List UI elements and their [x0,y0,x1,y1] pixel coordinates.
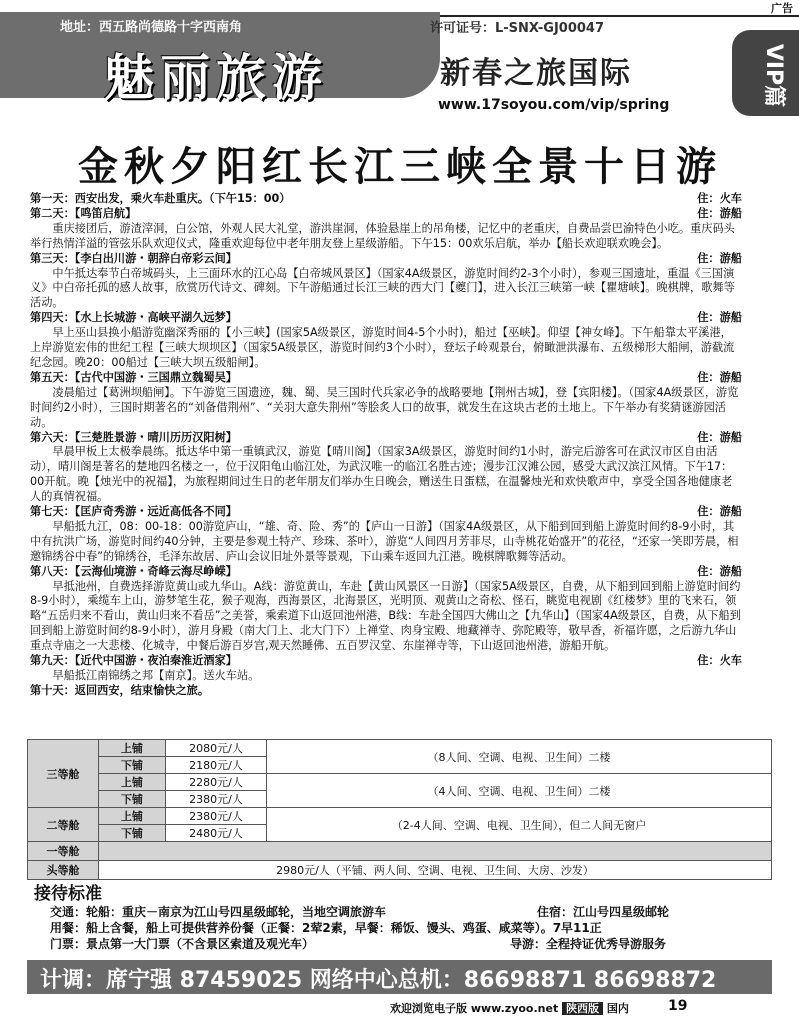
day-description: 早晨甲板上太极拳晨练。抵达华中第一重镇武汉，游览【晴川阁】（国家3A级景区，游览时间约1小时，游完后游客可在武汉市区自由活动），晴川阁是著名的楚地四名楼之一，位于汉阳龟山临江处，为武汉唯一的临江名胜古迹；漫步江汉滩公园，感受大武汉滨江风情。下午17：00开航。晚【烛光中的祝福】，为旅程期间过生日的老年朋友们举办生日晚会，赠送生日蛋糕，在温馨烛光和欢快歌声中，享受全国各地健康老人的真情祝福。 [30,445,733,504]
transport-line: 交通：轮船：重庆－南京为江山号四星级邮轮，当地空调旅游车 [50,905,387,919]
day-10 [30,684,742,699]
ad-tag: 广告 [771,2,793,15]
day-heading: 第三天：【李白出川游・朝辞白帝彩云间】 [30,251,237,265]
standards-heading: 接待标准 [34,884,102,904]
table-row [28,740,772,757]
day-accommodation: 住：火车 [697,654,742,668]
berth-upper: 上铺 [99,740,166,757]
slogan: 新春之旅国际 [440,56,632,91]
brand-logo-text: 魅丽旅游 [104,49,328,107]
day-heading: 第六天：【三楚胜景游・晴川历历汉阳树】 [30,430,237,444]
edition-badge: 陕西版 [562,1002,603,1015]
berth-lower: 下铺 [99,757,166,774]
price: 2380元/人 [166,791,267,808]
day-3 [30,252,742,312]
day-description: 早抵池州，自费选择游览黄山或九华山。A线：游览黄山，车赴【黄山风景区一日游】（国家5A级景区，自费，从下船到回到船上游览时间约8-9小时），乘缆车上山，游梦笔生花，猴子观海，西海景区，北海景区，光明顶、观黄山之奇松、怪石，眺览电视剧《红楼梦》里的飞来石，领略“五岳归来不看山，黄山归来不看岳”之美誉，乘索道下山返回池州港，B线：车赴全国四大佛山之【九华山】（国家4A级景区，自费，从下船到回到船上游览时间约8-9小时），游月身殿（南大门上、北大门下）上禅堂、肉身宝殿、地藏禅寺、弥陀殿等，敬早香，祈福许愿，之后游九华山重点寺庙之一大悲楼、化城寺，中餐后游百岁宫,观天然睡佛、五百罗汉堂、东崖禅寺等，下山返回池州港，游船开航。 [30,579,741,653]
day-heading: 第一天：西安出发，乘火车赴重庆。（下午15：00） [30,192,291,205]
day-2 [30,207,742,252]
price: 2180元/人 [166,757,267,774]
page-title: 金秋夕阳红长江三峡全景十日游 [78,143,722,190]
price: 2280元/人 [166,774,267,791]
meals-line: 用餐：船上含餐，船上可提供营养份餐（正餐：2荤2素，早餐：稀饭、馒头、鸡蛋、咸菜等）。7早11正 [50,921,602,935]
berth-lower: 下铺 [99,791,166,808]
tickets-line: 门票：景点第一大门票（不含景区索道及观光车） [50,937,315,951]
table-row [28,808,772,825]
day-heading: 第五天：【古代中国游・三国鼎立魏蜀吴】 [30,370,237,384]
vip-tab-label: VIP篇 [761,43,787,108]
itinerary [30,192,742,699]
class-second: 二等舱 [28,808,99,842]
day-8 [30,565,742,654]
price: 2380元/人 [166,808,267,825]
class-top: 头等舱 [28,861,99,880]
berth-upper: 上铺 [99,808,166,825]
day-accommodation: 住：游船 [697,206,742,220]
license-number: 许可证号：L-SNX-GJ00047 [430,21,605,36]
page-number: 19 [668,998,688,1014]
day-description: 凌晨船过【葛洲坝船闸】。下午游览三国遗迹，魏、蜀、吴三国时代兵家必争的战略要地【荆州古城】，登【宾阳楼】。（国家4A级景区，游览时间约2小时），三国时期著名的“刘备借荆州”、“关羽大意失荆州”等脍炙人口的故事，就发生在这块古老的土地上。下午举办有奖猜谜游园活动。 [30,385,739,429]
day-heading: 第十天：返回西安，结束愉快之旅。 [30,683,210,697]
lodging-line: 住宿：江山号四星级邮轮 [537,905,670,919]
day-accommodation: 住：火车 [697,192,742,205]
day-heading: 第二天：【鸣笛启航】 [30,206,137,220]
day-heading: 第八天：【云海仙境游・奇峰云海尽峥嵘】 [30,564,237,578]
day-description: 早船抵江南锦绣之邦【南京】。送火车站。 [52,669,260,682]
day-accommodation: 住：游船 [697,564,742,578]
room-note: （4人间、空调、电视、卫生间）二楼 [267,774,772,808]
berth-lower: 下铺 [99,825,166,842]
agency-address: 地址：西五路尚德路十字西南角 [60,20,243,35]
price-table [27,739,772,880]
day-heading: 第九天：【近代中国游・夜泊秦淮近酒家】 [30,654,237,668]
day-7 [30,505,742,565]
day-accommodation: 住：游船 [697,370,742,384]
day-heading: 第七天：【匡庐奇秀游・远近高低各不同】 [30,505,237,519]
table-row [28,774,772,791]
day-description: 早上巫山县换小船游览幽深秀丽的【小三峡】(国家5A级景区，游览时间4-5个小时)，船过【巫峡】。仰望【神女峰】。下午船靠太平溪港，上岸游览宏伟的世纪工程【三峡大坝坝区】（国家5A级景区，游览时间约3个小时），登坛子岭观景台，俯瞰泄洪瀑布、五级梯形大船闸，游截流纪念园。晚20：00船过【三峡大坝五级船闸】。 [30,326,735,369]
empty-cell [99,842,772,861]
room-note: （2-4人间、空调、电视、卫生间），但二人间无窗户 [267,808,772,842]
table-row [28,842,772,861]
day-description: 重庆接团后，游渣滓洞，白公馆，外观人民大礼堂，游洪崖洞，体验悬崖上的吊角楼，记忆中的老重庆，自费品尝巴渝特色小吃。重庆码头举行热情洋溢的管弦乐队欢迎仪式，隆重欢迎每位中老年朋友登上星级游船。下午15：00欢乐启航，举办【船长欢迎联欢晚会】。 [30,221,735,250]
day-4 [30,311,742,371]
contact-phones: 计调：席宁强 87459025 网络中心总机：86698871 86698872 [40,968,717,993]
price: 2080元/人 [166,740,267,757]
day-heading: 第四天：【水上长城游・高峡平湖久远梦】 [30,311,237,325]
guide-line: 导游：全程持证优秀导游服务 [510,937,667,951]
day-description: 早船抵九江，08：00-18：00游览庐山，“雄、奇、险、秀”的【庐山一日游】（国家4A级景区，从下船到回到船上游览时间约8-9小时，其中有抗洪广场，游览时间约40分钟，主要是参观土特产、珍珠、茶叶），游览“人间四月芳菲尽，山寺桃花始盛开”的花径，“还家一笑即芳晨，相邀锦绣谷中春”的锦绣谷，毛泽东故居、庐山会议旧址外景等景观，下山乘车返回九江港。晚棋牌歌舞等活动。 [30,519,739,563]
top-class-price: 2980元/人（平铺、两人间、空调、电视、卫生间、大房、沙发） [99,861,772,880]
price: 2480元/人 [166,825,267,842]
day-5 [30,371,742,431]
day-description: 中午抵达奉节白帝城码头，上三面环水的江心岛【白帝城风景区】（国家4A级景区，游览时间约2-3个小时），参观三国遗址，重温《三国演义》中白帝托孤的感人故事，欣赏历代诗文、碑刻。下午游船通过长江三峡的西大门【夔门】，进入长江三峡第一峡【瞿塘峡】。晚棋牌，歌舞等活动。 [30,266,735,310]
day-1 [30,192,742,207]
class-first: 一等舱 [28,842,99,861]
day-6 [30,431,742,506]
vip-section-tab [732,30,799,116]
website-link[interactable]: www.17soyou.com/vip/spring [438,97,670,113]
page-footer [390,1000,629,1016]
room-note: （8人间、空调、电视、卫生间）二楼 [267,740,772,774]
table-row [28,861,772,880]
day-9 [30,654,742,684]
berth-upper: 上铺 [99,774,166,791]
day-accommodation: 住：游船 [697,251,742,265]
day-accommodation: 住：游船 [697,505,742,519]
day-accommodation: 住：游船 [697,311,742,325]
class-third: 三等舱 [28,740,99,808]
section-label: 国内 [606,1002,629,1015]
footer-site[interactable]: 欢迎浏览电子版 www.zyoo.net [390,1002,559,1015]
day-accommodation: 住：游船 [697,430,742,444]
